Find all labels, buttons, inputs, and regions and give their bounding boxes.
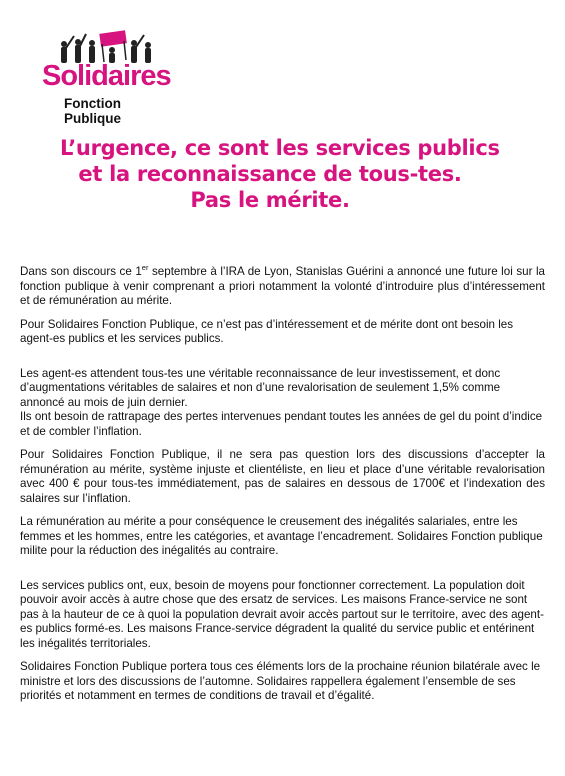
paragraph-7: Solidaires Fonction Publique portera tous ces éléments lors de la prochaine réunion bilatérale avec le ministre et lors des discussions de l’automne. Solidaires rappellera également l’ensemble de ses priorités et notamment en termes de conditions de travail et d’égalité.: [20, 660, 541, 702]
paragraph-3b: Ils ont besoin de rattrapage des pertes intervenues pendant toutes les années de gel du point d’indice et de combler l’inflation.: [20, 410, 543, 438]
paragraph-1-end: septembre à l’IRA de Lyon, Stanislas Guérini a annoncé une future loi sur la fonction publique à venir comprenant a priori notamment la volonté d’introduire plus d’intéressement et de rémunération au mérite.: [20, 265, 545, 307]
paragraph-1: [20, 265, 545, 309]
paragraph-6: Les services publics ont, eux, besoin de moyens pour fonctionner correctement. La population doit pouvoir avoir accès à autre chose que des ersatz de services. Les maisons France-service ne sont pas à la hauteur de ce à quoi la population devrait avoir accès partout sur le territoire, avec des agent-es publics formé-es. Les maisons France-service dégradent la qualité du service public et entérinent les inégalités territoriales.: [20, 578, 544, 650]
headline-line-3: Pas le mérite.: [190, 188, 350, 212]
paragraph-2: Pour Solidaires Fonction Publique, ce n’est pas d’intéressement et de mérite dont ont besoin les agent-es publics et les services publics.: [20, 317, 514, 345]
logo-subtitle: Fonction Publique: [64, 96, 121, 126]
ordinal-suffix: er: [141, 263, 149, 273]
paragraph-4: Pour Solidaires Fonction Publique, il ne sera pas question lors des discussions d’accepter la rémunération au mérite, système injuste et clientéliste, en lieu et place d’une véritable revalorisation avec 400 € pour tous-tes immédiatement, pas de salaires en dessous de 1700€ et l’indexation des salaires sur l’inflation.: [20, 448, 545, 505]
paragraph-5: La rémunération au mérite a pour conséquence le creusement des inégalités salariales, entre les femmes et les hommes, entre les catégories, et avantage l’encadrement. Solidaires Fonction publique milite pour la réduction des inégalités au contraire.: [20, 515, 543, 557]
solidaires-logo: [40, 30, 171, 126]
headline-line-2: et la reconnaissance de tous-tes.: [78, 162, 462, 186]
paragraph-1-start: Dans son discours ce 1: [20, 265, 142, 278]
headline: [60, 135, 500, 213]
paragraph-3: Les agent-es attendent tous-tes une véritable reconnaissance de leur investissement, et donc d’augmentations véritables de salaires et non d’une revalorisation de seulement 1,5% comme annoncé au mois de juin dernier.: [20, 366, 501, 409]
headline-line-1: L’urgence, ce sont les services publics: [60, 136, 500, 160]
logo-brand-text: Solidaires: [42, 60, 171, 92]
press-release-body: [20, 265, 545, 713]
